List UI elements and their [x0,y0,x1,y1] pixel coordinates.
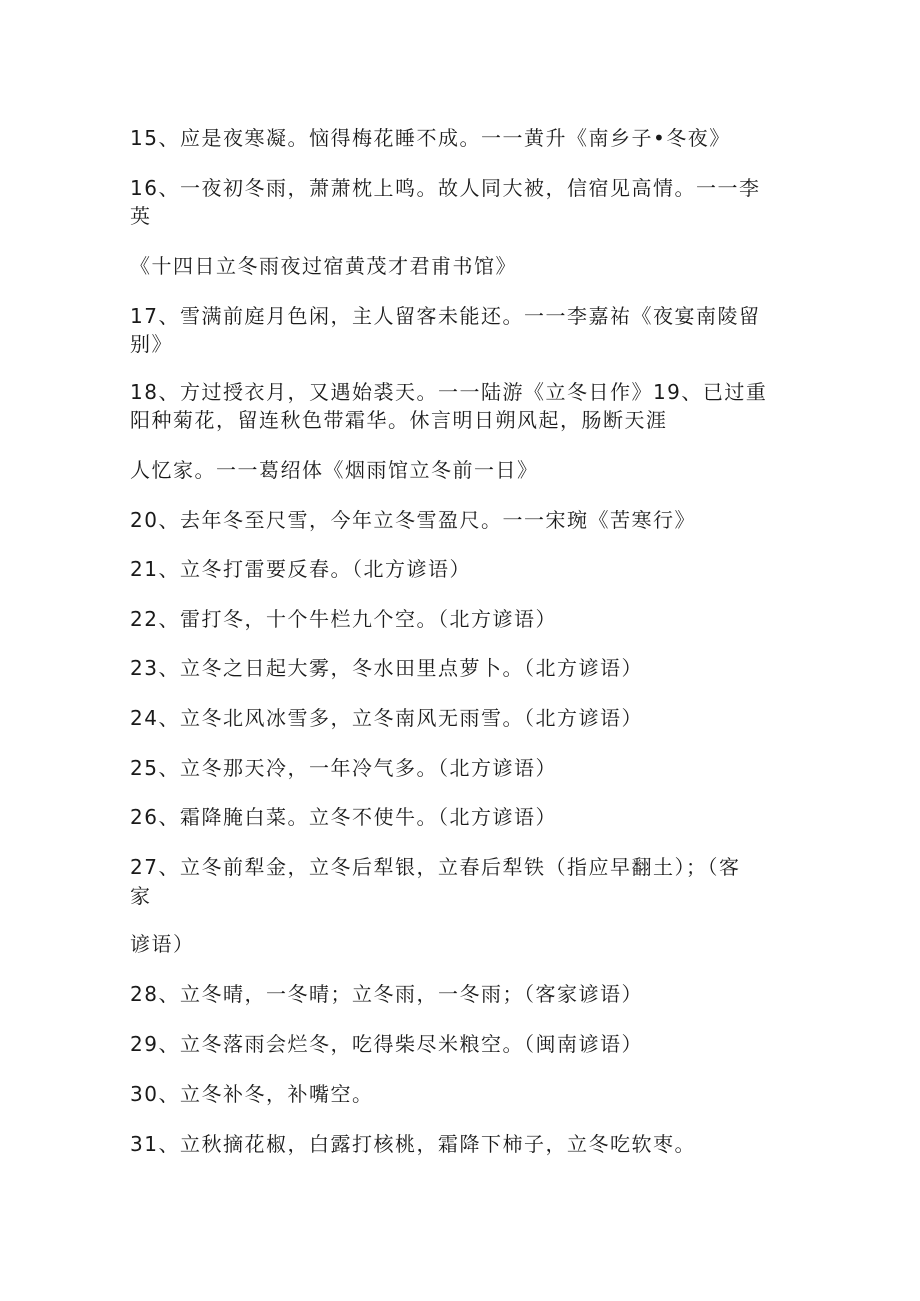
text-line: 27、立冬前犁金，立冬后犁银，立春后犁铁（指应早翻土）；（客 [130,855,741,879]
text-line: 英 [130,204,152,228]
text-line: 阳种菊花，留连秋色带霜华。休言明日朔风起，肠断天涯 [130,408,668,432]
text-line: 别》 [130,332,173,356]
text-line: 18、方过授衣月，又遇始裘天。一一陆游《立冬日作》19、已过重 [130,380,768,404]
text-line: 23、立冬之日起大雾，冬水田里点萝卜。（北方谚语） [130,656,643,680]
text-line: 29、立冬落雨会烂冬，吃得柴尽米粮空。（闽南谚语） [130,1032,643,1056]
text-line: 22、雷打冬，十个牛栏九个空。（北方谚语） [130,607,557,631]
text-line: 《十四日立冬雨夜过宿黄茂才君甫书馆》 [130,254,517,278]
text-line: 21、立冬打雷要反春。（北方谚语） [130,557,471,581]
text-line: 20、去年冬至尺雪，今年立冬雪盈尺。一一宋琬《苦寒行》 [130,508,696,532]
text-line: 16、一夜初冬雨，萧萧枕上鸣。故人同大被，信宿见高情。一一李 [130,176,761,200]
text-line: 24、立冬北风冰雪多，立冬南风无雨雪。（北方谚语） [130,706,643,730]
text-line: 25、立冬那天冷，一年冷气多。（北方谚语） [130,756,557,780]
text-line: 31、立秋摘花椒，白露打核桃，霜降下柿子，立冬吃软枣。 [130,1132,696,1156]
text-line: 谚语） [130,932,195,956]
text-line: 15、应是夜寒凝。恼得梅花睡不成。一一黄升《南乡子•冬夜》 [130,126,731,150]
text-line: 30、立冬补冬，补嘴空。 [130,1082,374,1106]
text-line: 人忆家。一一葛绍体《烟雨馆立冬前一日》 [130,458,539,482]
text-line: 17、雪满前庭月色闲，主人留客未能还。一一李嘉祐《夜宴南陵留 [130,304,761,328]
text-line: 28、立冬晴，一冬晴；立冬雨，一冬雨；（客家谚语） [130,982,643,1006]
text-line: 家 [130,884,152,908]
text-line: 26、霜降腌白菜。立冬不使牛。（北方谚语） [130,805,557,829]
